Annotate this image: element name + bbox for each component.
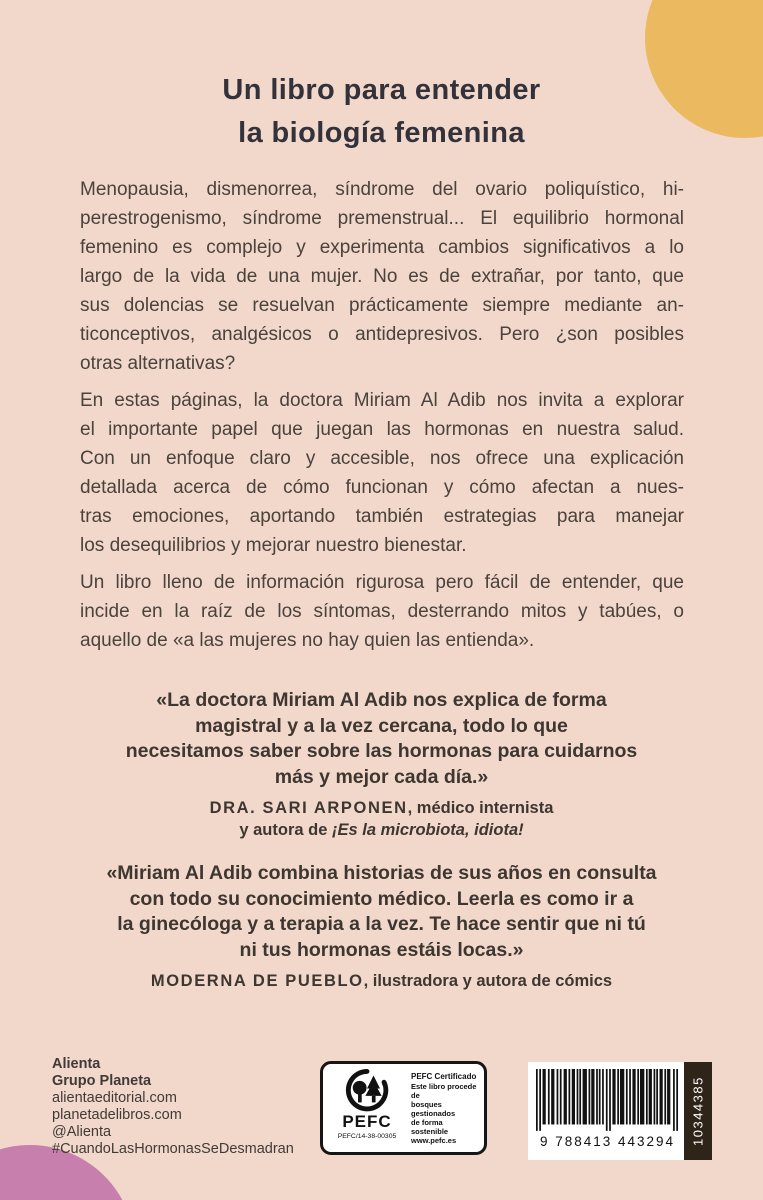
quote-attribution (0, 797, 763, 841)
attribution-role: , médico internista (407, 799, 554, 817)
publisher-line: alientaeditorial.com (52, 1090, 177, 1106)
isbn-digits: 9 788413 443294 (539, 1134, 676, 1149)
body-text-line: Con un enfoque claro y accesible, nos ofrece una explicación (80, 448, 684, 469)
quote-line: con todo su conocimiento médico. Leerla es como ir a (129, 887, 634, 910)
body-text-line: Menopausia, dismenorrea, síndrome del ovario poliquístico, hi- (80, 179, 684, 200)
pefc-certification-label (320, 1061, 487, 1155)
pefc-logo (331, 1069, 403, 1148)
body-text-line: los desequilibrios y mejorar nuestro bienestar. (80, 535, 467, 556)
attribution-prefix: y autora de (239, 821, 332, 839)
pefc-description-line: bosques gestionados (411, 1099, 456, 1118)
attribution-book-title: ¡Es la microbiota, idiota! (332, 821, 524, 839)
body-text-line: otras alternativas? (80, 353, 236, 374)
body-text-line: ticonceptivos, analgésicos o antidepresivos. Pero ¿son posibles (80, 324, 684, 345)
body-text-line: detallada acerca de cómo funcionan y cómo afectan a nues- (80, 477, 684, 498)
attribution-name: MODERNA DE PUEBLO (150, 972, 364, 990)
quote-line: más y mejor cada día.» (274, 765, 489, 788)
publisher-line: @Alienta (52, 1124, 112, 1140)
pefc-description-line: de forma sostenible (411, 1117, 449, 1136)
pefc-text-column (403, 1069, 478, 1148)
barcode-side-number: 10344385 (684, 1062, 712, 1160)
quote-sari-arponen (0, 688, 763, 841)
quote-line: magistral y a la vez cercana, todo lo que (195, 714, 568, 737)
body-text-line: sus dolencias se resuelvan prácticamente siempre mediante an- (80, 295, 684, 316)
body-text-line: perestrogenismo, síndrome premenstrual... El equilibrio hormonal (80, 208, 684, 229)
quote-line: ni tus hormonas estáis locas.» (239, 938, 524, 961)
barcode-area (528, 1062, 684, 1160)
publisher-block (52, 1056, 294, 1158)
paragraph-1 (80, 175, 684, 378)
quote-line: «Miriam Al Adib combina historias de sus años en consulta (106, 862, 657, 884)
quote-line: la ginecóloga y a terapia a la vez. Te hace sentir que ni tú (117, 913, 646, 935)
attribution-line-1 (0, 970, 763, 992)
quote-text (0, 861, 763, 963)
barcode-bars (536, 1069, 679, 1133)
pefc-url: www.pefc.es (411, 1136, 457, 1145)
quote-attribution (0, 970, 763, 992)
paragraph-2 (80, 386, 684, 560)
title-line: la biología femenina (238, 117, 525, 150)
pefc-heading: PEFC Certificado (411, 1072, 477, 1081)
pefc-certificate-code: PEFC/14-38-00305 (337, 1133, 397, 1140)
body-text-line: aquello de «a las mujeres no hay quien las entienda». (80, 630, 535, 651)
body-text-line: tras emociones, aportando también estrategias para manejar (80, 506, 684, 527)
body-text-line: el importante papel que juegan las hormonas en nuestra salud. (80, 419, 684, 440)
publisher-group: Grupo Planeta (52, 1073, 152, 1089)
body-text-line: largo de la vida de una mujer. No es de extrañar, por tanto, que (80, 266, 684, 287)
isbn-barcode (528, 1062, 712, 1160)
page-title (0, 69, 763, 155)
body-text-line: En estas páginas, la doctora Miriam Al Adib nos invita a explorar (80, 390, 684, 411)
attribution-role: , ilustradora y autora de cómics (363, 972, 613, 990)
quote-line: necesitamos saber sobre las hormonas para cuidarnos (125, 740, 638, 762)
body-text-line: femenino es complejo y experimenta cambios significativos a lo (80, 237, 684, 258)
quote-line: «La doctora Miriam Al Adib nos explica de forma (156, 689, 607, 711)
description-text (80, 175, 684, 663)
attribution-name: DRA. SARI ARPONEN (209, 799, 408, 817)
quote-moderna-de-pueblo (0, 861, 763, 992)
quote-text (0, 688, 763, 790)
pefc-trees-icon (342, 1069, 392, 1113)
title-line: Un libro para entender (222, 74, 541, 107)
pefc-description (411, 1082, 478, 1136)
pefc-brand-text: PEFC (342, 1112, 392, 1131)
attribution-line-1 (0, 797, 763, 819)
publisher-links (52, 1090, 294, 1158)
body-text-line: Un libro lleno de información rigurosa pero fácil de entender, que (80, 572, 684, 593)
publisher-name: Alienta (52, 1056, 101, 1072)
paragraph-3 (80, 568, 684, 655)
endorsement-quotes (0, 688, 763, 1012)
attribution-line-2 (0, 819, 763, 841)
publisher-line: planetadelibros.com (52, 1107, 182, 1123)
body-text-line: incide en la raíz de los síntomas, desterrando mitos y tabúes, o (80, 601, 684, 622)
pefc-description-line: Este libro procede de (411, 1081, 477, 1100)
publisher-line: #CuandoLasHormonasSeDesmadran (52, 1141, 294, 1157)
